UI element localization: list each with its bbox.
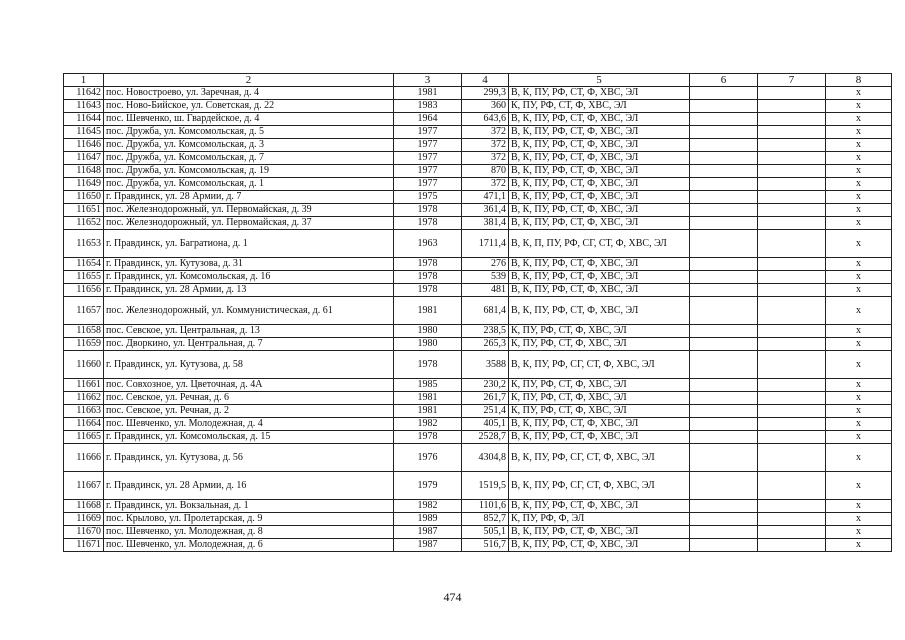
year-cell: 1977 xyxy=(394,178,462,191)
column-6-cell xyxy=(690,379,758,392)
address-cell: пос. Севское, ул. Речная, д. 2 xyxy=(104,405,394,418)
row-number: 11669 xyxy=(64,513,104,526)
works-cell: В, К, ПУ, РФ, СТ, Ф, ХВС, ЭЛ xyxy=(509,165,690,178)
column-6-cell xyxy=(690,431,758,444)
area-cell: 2528,7 xyxy=(462,431,509,444)
mark-cell: x xyxy=(826,539,892,552)
column-7-cell xyxy=(758,204,826,217)
table-row xyxy=(64,325,892,338)
header-cell-4: 4 xyxy=(462,74,509,87)
column-7-cell xyxy=(758,126,826,139)
table-row xyxy=(64,513,892,526)
works-cell: В, К, ПУ, РФ, СТ, Ф, ХВС, ЭЛ xyxy=(509,258,690,271)
column-7-cell xyxy=(758,297,826,325)
column-7-cell xyxy=(758,513,826,526)
table-row xyxy=(64,379,892,392)
table-row xyxy=(64,431,892,444)
column-6-cell xyxy=(690,539,758,552)
column-6-cell xyxy=(690,126,758,139)
area-cell: 539 xyxy=(462,271,509,284)
row-number: 11670 xyxy=(64,526,104,539)
area-cell: 230,2 xyxy=(462,379,509,392)
works-cell: В, К, П, ПУ, РФ, СГ, СТ, Ф, ХВС, ЭЛ xyxy=(509,230,690,258)
works-cell: В, К, ПУ, РФ, СГ, СТ, Ф, ХВС, ЭЛ xyxy=(509,351,690,379)
address-cell: пос. Севское, ул. Речная, д. 6 xyxy=(104,392,394,405)
area-cell: 481 xyxy=(462,284,509,297)
address-cell: г. Правдинск, ул. Кутузова, д. 31 xyxy=(104,258,394,271)
year-cell: 1975 xyxy=(394,191,462,204)
column-7-cell xyxy=(758,113,826,126)
mark-cell: x xyxy=(826,100,892,113)
column-6-cell xyxy=(690,297,758,325)
column-7-cell xyxy=(758,472,826,500)
column-6-cell xyxy=(690,191,758,204)
year-cell: 1977 xyxy=(394,139,462,152)
works-cell: В, К, ПУ, РФ, СГ, СТ, Ф, ХВС, ЭЛ xyxy=(509,444,690,472)
address-cell: г. Правдинск, ул. Комсомольская, д. 16 xyxy=(104,271,394,284)
works-cell: К, ПУ, РФ, СТ, Ф, ХВС, ЭЛ xyxy=(509,379,690,392)
mark-cell: x xyxy=(826,405,892,418)
works-cell: В, К, ПУ, РФ, СТ, Ф, ХВС, ЭЛ xyxy=(509,113,690,126)
row-number: 11650 xyxy=(64,191,104,204)
column-7-cell xyxy=(758,191,826,204)
column-7-cell xyxy=(758,284,826,297)
table-row xyxy=(64,297,892,325)
table-row xyxy=(64,178,892,191)
column-6-cell xyxy=(690,152,758,165)
header-row xyxy=(64,74,892,87)
area-cell: 381,4 xyxy=(462,217,509,230)
row-number: 11648 xyxy=(64,165,104,178)
address-cell: г. Правдинск, ул. Багратиона, д. 1 xyxy=(104,230,394,258)
table-row xyxy=(64,165,892,178)
column-6-cell xyxy=(690,139,758,152)
table-row xyxy=(64,113,892,126)
column-7-cell xyxy=(758,405,826,418)
address-cell: пос. Дружба, ул. Комсомольская, д. 1 xyxy=(104,178,394,191)
mark-cell: x xyxy=(826,325,892,338)
mark-cell: x xyxy=(826,431,892,444)
address-cell: пос. Железнодорожный, ул. Коммунистическая, д. 61 xyxy=(104,297,394,325)
row-number: 11645 xyxy=(64,126,104,139)
area-cell: 3588 xyxy=(462,351,509,379)
year-cell: 1978 xyxy=(394,258,462,271)
year-cell: 1964 xyxy=(394,113,462,126)
address-cell: г. Правдинск, ул. 28 Армии, д. 7 xyxy=(104,191,394,204)
column-7-cell xyxy=(758,500,826,513)
year-cell: 1989 xyxy=(394,513,462,526)
year-cell: 1983 xyxy=(394,100,462,113)
column-6-cell xyxy=(690,204,758,217)
mark-cell: x xyxy=(826,351,892,379)
mark-cell: x xyxy=(826,204,892,217)
row-number: 11655 xyxy=(64,271,104,284)
row-number: 11649 xyxy=(64,178,104,191)
row-number: 11658 xyxy=(64,325,104,338)
year-cell: 1980 xyxy=(394,338,462,351)
row-number: 11668 xyxy=(64,500,104,513)
works-cell: В, К, ПУ, РФ, СТ, Ф, ХВС, ЭЛ xyxy=(509,500,690,513)
column-7-cell xyxy=(758,325,826,338)
column-6-cell xyxy=(690,271,758,284)
column-7-cell xyxy=(758,539,826,552)
row-number: 11664 xyxy=(64,418,104,431)
year-cell: 1982 xyxy=(394,418,462,431)
row-number: 11642 xyxy=(64,87,104,100)
column-7-cell xyxy=(758,230,826,258)
year-cell: 1981 xyxy=(394,405,462,418)
mark-cell: x xyxy=(826,178,892,191)
works-cell: В, К, ПУ, РФ, СТ, Ф, ХВС, ЭЛ xyxy=(509,152,690,165)
column-6-cell xyxy=(690,526,758,539)
row-number: 11667 xyxy=(64,472,104,500)
row-number: 11665 xyxy=(64,431,104,444)
year-cell: 1978 xyxy=(394,284,462,297)
page-number: 474 xyxy=(443,590,462,604)
area-cell: 261,7 xyxy=(462,392,509,405)
year-cell: 1987 xyxy=(394,526,462,539)
works-cell: В, К, ПУ, РФ, СТ, Ф, ХВС, ЭЛ xyxy=(509,539,690,552)
works-cell: В, К, ПУ, РФ, СТ, Ф, ХВС, ЭЛ xyxy=(509,271,690,284)
area-cell: 405,1 xyxy=(462,418,509,431)
table-row xyxy=(64,204,892,217)
row-number: 11644 xyxy=(64,113,104,126)
column-6-cell xyxy=(690,472,758,500)
mark-cell: x xyxy=(826,165,892,178)
column-6-cell xyxy=(690,444,758,472)
year-cell: 1985 xyxy=(394,379,462,392)
row-number: 11660 xyxy=(64,351,104,379)
header-cell-1: 1 xyxy=(64,74,104,87)
column-7-cell xyxy=(758,100,826,113)
table-row xyxy=(64,539,892,552)
row-number: 11651 xyxy=(64,204,104,217)
column-7-cell xyxy=(758,178,826,191)
mark-cell: x xyxy=(826,113,892,126)
column-6-cell xyxy=(690,87,758,100)
year-cell: 1978 xyxy=(394,204,462,217)
area-cell: 516,7 xyxy=(462,539,509,552)
row-number: 11671 xyxy=(64,539,104,552)
address-cell: г. Правдинск, ул. Вокзальная, д. 1 xyxy=(104,500,394,513)
works-cell: В, К, ПУ, РФ, СТ, Ф, ХВС, ЭЛ xyxy=(509,526,690,539)
mark-cell: x xyxy=(826,87,892,100)
row-number: 11652 xyxy=(64,217,104,230)
column-7-cell xyxy=(758,258,826,271)
header-cell-3: 3 xyxy=(394,74,462,87)
column-6-cell xyxy=(690,500,758,513)
row-number: 11657 xyxy=(64,297,104,325)
column-7-cell xyxy=(758,526,826,539)
year-cell: 1980 xyxy=(394,325,462,338)
column-6-cell xyxy=(690,113,758,126)
mark-cell: x xyxy=(826,472,892,500)
table-row xyxy=(64,405,892,418)
table-row xyxy=(64,126,892,139)
area-cell: 251,4 xyxy=(462,405,509,418)
column-6-cell xyxy=(690,284,758,297)
year-cell: 1979 xyxy=(394,472,462,500)
table-row xyxy=(64,258,892,271)
mark-cell: x xyxy=(826,338,892,351)
table-row xyxy=(64,500,892,513)
mark-cell: x xyxy=(826,379,892,392)
mark-cell: x xyxy=(826,191,892,204)
address-cell: пос. Железнодорожный, ул. Первомайская, д. 37 xyxy=(104,217,394,230)
table-row xyxy=(64,139,892,152)
column-6-cell xyxy=(690,405,758,418)
mark-cell: x xyxy=(826,271,892,284)
area-cell: 360 xyxy=(462,100,509,113)
column-7-cell xyxy=(758,152,826,165)
year-cell: 1987 xyxy=(394,539,462,552)
row-number: 11656 xyxy=(64,284,104,297)
area-cell: 372 xyxy=(462,152,509,165)
row-number: 11654 xyxy=(64,258,104,271)
area-cell: 265,3 xyxy=(462,338,509,351)
year-cell: 1981 xyxy=(394,392,462,405)
area-cell: 505,1 xyxy=(462,526,509,539)
column-7-cell xyxy=(758,139,826,152)
year-cell: 1977 xyxy=(394,126,462,139)
row-number: 11643 xyxy=(64,100,104,113)
mark-cell: x xyxy=(826,526,892,539)
column-7-cell xyxy=(758,338,826,351)
works-cell: В, К, ПУ, РФ, СТ, Ф, ХВС, ЭЛ xyxy=(509,191,690,204)
header-cell-5: 5 xyxy=(509,74,690,87)
row-number: 11659 xyxy=(64,338,104,351)
works-cell: В, К, ПУ, РФ, СТ, Ф, ХВС, ЭЛ xyxy=(509,139,690,152)
address-cell: пос. Шевченко, ул. Молодежная, д. 6 xyxy=(104,539,394,552)
area-cell: 4304,8 xyxy=(462,444,509,472)
works-cell: В, К, ПУ, РФ, СТ, Ф, ХВС, ЭЛ xyxy=(509,284,690,297)
housing-register-table xyxy=(63,73,892,552)
address-cell: г. Правдинск, ул. Кутузова, д. 56 xyxy=(104,444,394,472)
column-6-cell xyxy=(690,178,758,191)
address-cell: пос. Дружба, ул. Комсомольская, д. 3 xyxy=(104,139,394,152)
year-cell: 1978 xyxy=(394,271,462,284)
column-7-cell xyxy=(758,379,826,392)
table-row xyxy=(64,191,892,204)
area-cell: 681,4 xyxy=(462,297,509,325)
mark-cell: x xyxy=(826,139,892,152)
area-cell: 643,6 xyxy=(462,113,509,126)
mark-cell: x xyxy=(826,444,892,472)
address-cell: г. Правдинск, ул. 28 Армии, д. 16 xyxy=(104,472,394,500)
mark-cell: x xyxy=(826,392,892,405)
column-6-cell xyxy=(690,418,758,431)
works-cell: К, ПУ, РФ, Ф, ЭЛ xyxy=(509,513,690,526)
mark-cell: x xyxy=(826,500,892,513)
table-row xyxy=(64,230,892,258)
area-cell: 361,4 xyxy=(462,204,509,217)
table-row xyxy=(64,100,892,113)
row-number: 11653 xyxy=(64,230,104,258)
works-cell: В, К, ПУ, РФ, СГ, СТ, Ф, ХВС, ЭЛ xyxy=(509,472,690,500)
row-number: 11661 xyxy=(64,379,104,392)
area-cell: 1711,4 xyxy=(462,230,509,258)
table-row xyxy=(64,271,892,284)
row-number: 11666 xyxy=(64,444,104,472)
mark-cell: x xyxy=(826,217,892,230)
works-cell: К, ПУ, РФ, СТ, Ф, ХВС, ЭЛ xyxy=(509,338,690,351)
works-cell: К, ПУ, РФ, СТ, Ф, ХВС, ЭЛ xyxy=(509,325,690,338)
year-cell: 1977 xyxy=(394,165,462,178)
table-row xyxy=(64,526,892,539)
mark-cell: x xyxy=(826,284,892,297)
column-6-cell xyxy=(690,392,758,405)
row-number: 11663 xyxy=(64,405,104,418)
mark-cell: x xyxy=(826,297,892,325)
address-cell: пос. Дружба, ул. Комсомольская, д. 7 xyxy=(104,152,394,165)
address-cell: пос. Дворкино, ул. Центральная, д. 7 xyxy=(104,338,394,351)
table-row xyxy=(64,87,892,100)
column-7-cell xyxy=(758,271,826,284)
area-cell: 1519,5 xyxy=(462,472,509,500)
address-cell: пос. Шевченко, ул. Молодежная, д. 4 xyxy=(104,418,394,431)
area-cell: 299,3 xyxy=(462,87,509,100)
column-7-cell xyxy=(758,87,826,100)
works-cell: К, ПУ, РФ, СТ, Ф, ХВС, ЭЛ xyxy=(509,100,690,113)
mark-cell: x xyxy=(826,418,892,431)
address-cell: г. Правдинск, ул. Комсомольская, д. 15 xyxy=(104,431,394,444)
works-cell: В, К, ПУ, РФ, СТ, Ф, ХВС, ЭЛ xyxy=(509,204,690,217)
year-cell: 1981 xyxy=(394,297,462,325)
table-row xyxy=(64,392,892,405)
mark-cell: x xyxy=(826,126,892,139)
year-cell: 1963 xyxy=(394,230,462,258)
area-cell: 276 xyxy=(462,258,509,271)
area-cell: 1101,6 xyxy=(462,500,509,513)
area-cell: 372 xyxy=(462,139,509,152)
works-cell: К, ПУ, РФ, СТ, Ф, ХВС, ЭЛ xyxy=(509,405,690,418)
works-cell: В, К, ПУ, РФ, СТ, Ф, ХВС, ЭЛ xyxy=(509,87,690,100)
column-6-cell xyxy=(690,217,758,230)
table-row xyxy=(64,444,892,472)
mark-cell: x xyxy=(826,230,892,258)
works-cell: В, К, ПУ, РФ, СТ, Ф, ХВС, ЭЛ xyxy=(509,297,690,325)
column-7-cell xyxy=(758,165,826,178)
address-cell: пос. Шевченко, ул. Молодежная, д. 8 xyxy=(104,526,394,539)
address-cell: пос. Ново-Бийское, ул. Советская, д. 22 xyxy=(104,100,394,113)
column-7-cell xyxy=(758,392,826,405)
column-6-cell xyxy=(690,513,758,526)
area-cell: 870 xyxy=(462,165,509,178)
works-cell: В, К, ПУ, РФ, СТ, Ф, ХВС, ЭЛ xyxy=(509,178,690,191)
works-cell: К, ПУ, РФ, СТ, Ф, ХВС, ЭЛ xyxy=(509,392,690,405)
column-7-cell xyxy=(758,431,826,444)
table-row xyxy=(64,284,892,297)
table-row xyxy=(64,418,892,431)
works-cell: В, К, ПУ, РФ, СТ, Ф, ХВС, ЭЛ xyxy=(509,431,690,444)
column-7-cell xyxy=(758,217,826,230)
table-row xyxy=(64,472,892,500)
mark-cell: x xyxy=(826,152,892,165)
table-row xyxy=(64,338,892,351)
address-cell: пос. Севское, ул. Центральная, д. 13 xyxy=(104,325,394,338)
table-row xyxy=(64,217,892,230)
year-cell: 1978 xyxy=(394,431,462,444)
row-number: 11646 xyxy=(64,139,104,152)
address-cell: г. Правдинск, ул. 28 Армии, д. 13 xyxy=(104,284,394,297)
address-cell: пос. Крылово, ул. Пролетарская, д. 9 xyxy=(104,513,394,526)
column-7-cell xyxy=(758,418,826,431)
area-cell: 238,5 xyxy=(462,325,509,338)
address-cell: пос. Железнодорожный, ул. Первомайская, д. 39 xyxy=(104,204,394,217)
works-cell: В, К, ПУ, РФ, СТ, Ф, ХВС, ЭЛ xyxy=(509,418,690,431)
column-7-cell xyxy=(758,444,826,472)
address-cell: г. Правдинск, ул. Кутузова, д. 58 xyxy=(104,351,394,379)
year-cell: 1977 xyxy=(394,152,462,165)
column-6-cell xyxy=(690,325,758,338)
column-6-cell xyxy=(690,258,758,271)
area-cell: 471,1 xyxy=(462,191,509,204)
year-cell: 1978 xyxy=(394,217,462,230)
column-6-cell xyxy=(690,351,758,379)
address-cell: пос. Дружба, ул. Комсомольская, д. 5 xyxy=(104,126,394,139)
header-cell-8: 8 xyxy=(826,74,892,87)
area-cell: 852,7 xyxy=(462,513,509,526)
column-6-cell xyxy=(690,100,758,113)
table-row xyxy=(64,351,892,379)
header-cell-2: 2 xyxy=(104,74,394,87)
table-row xyxy=(64,152,892,165)
works-cell: В, К, ПУ, РФ, СТ, Ф, ХВС, ЭЛ xyxy=(509,217,690,230)
mark-cell: x xyxy=(826,513,892,526)
year-cell: 1976 xyxy=(394,444,462,472)
header-cell-7: 7 xyxy=(758,74,826,87)
works-cell: В, К, ПУ, РФ, СТ, Ф, ХВС, ЭЛ xyxy=(509,126,690,139)
year-cell: 1982 xyxy=(394,500,462,513)
area-cell: 372 xyxy=(462,178,509,191)
column-6-cell xyxy=(690,165,758,178)
column-7-cell xyxy=(758,351,826,379)
table-body xyxy=(64,74,892,552)
address-cell: пос. Новостроево, ул. Заречная, д. 4 xyxy=(104,87,394,100)
area-cell: 372 xyxy=(462,126,509,139)
address-cell: пос. Шевченко, ш. Гвардейское, д. 4 xyxy=(104,113,394,126)
year-cell: 1981 xyxy=(394,87,462,100)
year-cell: 1978 xyxy=(394,351,462,379)
column-6-cell xyxy=(690,338,758,351)
row-number: 11662 xyxy=(64,392,104,405)
header-cell-6: 6 xyxy=(690,74,758,87)
address-cell: пос. Совхозное, ул. Цветочная, д. 4А xyxy=(104,379,394,392)
column-6-cell xyxy=(690,230,758,258)
row-number: 11647 xyxy=(64,152,104,165)
address-cell: пос. Дружба, ул. Комсомольская, д. 19 xyxy=(104,165,394,178)
mark-cell: x xyxy=(826,258,892,271)
